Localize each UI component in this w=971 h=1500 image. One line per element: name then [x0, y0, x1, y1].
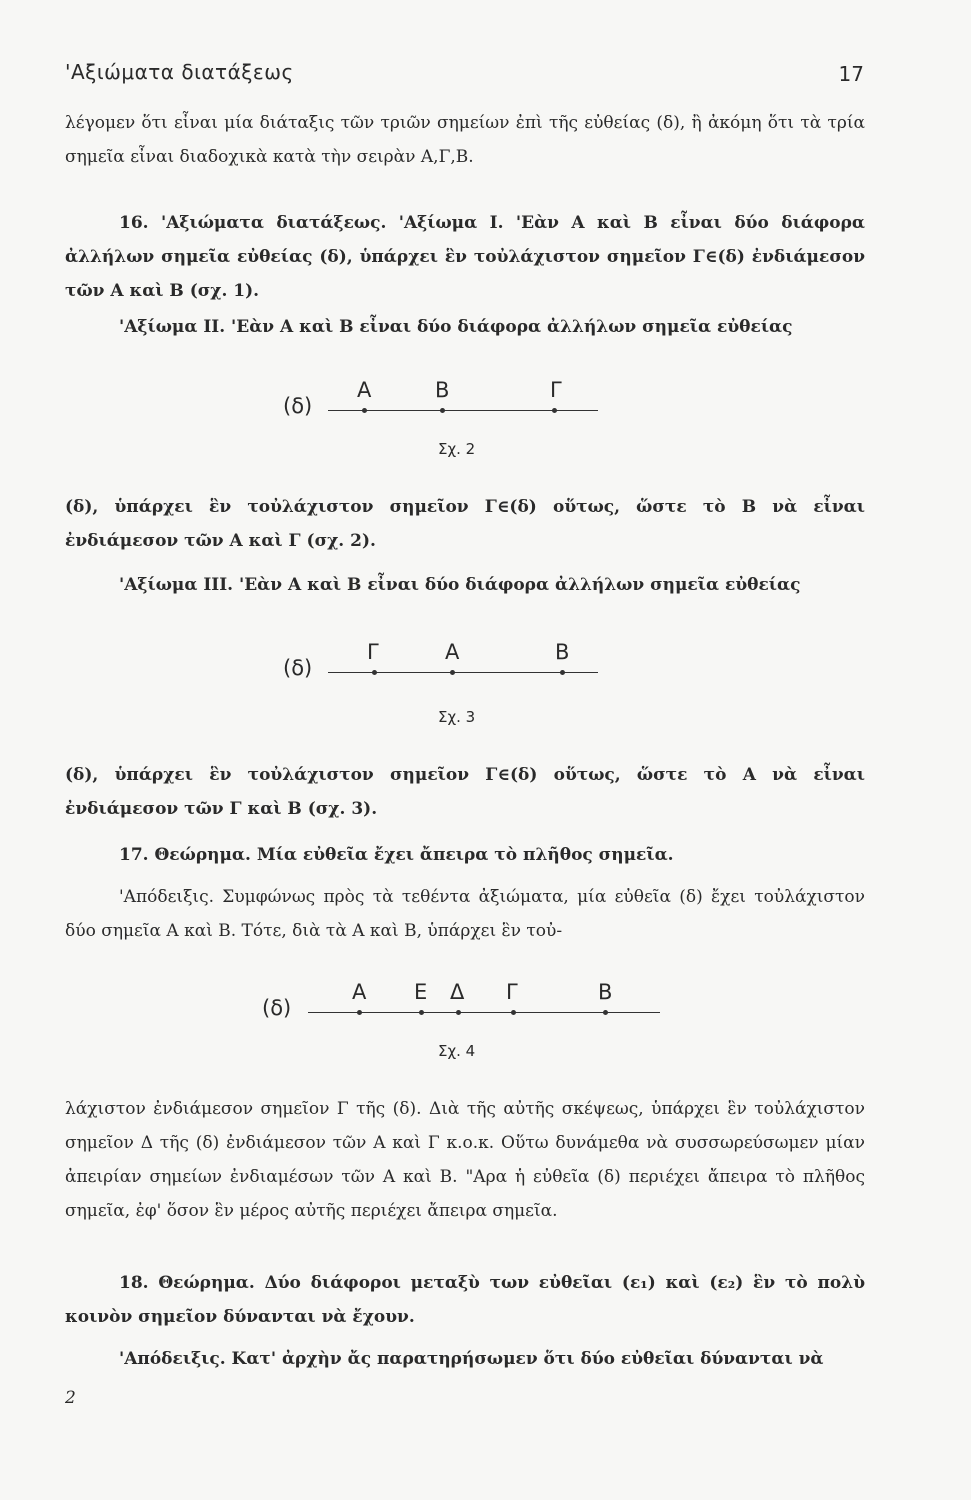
fig4-line-label: (δ): [262, 996, 292, 1020]
fig4-point-e: [419, 1010, 424, 1015]
theorem-18: 18. Θεώρημα. Δύο διάφοροι μεταξὺ των εὐθεῖαι (ε₁) καὶ (ε₂) ἓν τὸ πολὺ κοινὸν σημεῖον δύνανται νὰ ἔχουν.: [65, 1273, 865, 1327]
fig4-point-b: [603, 1010, 608, 1015]
fig3-point-a: [450, 670, 455, 675]
figure-2: [0, 370, 971, 460]
axiom-3-heading: 'Αξίωμα ΙΙΙ. 'Εὰν Α καὶ Β εἶναι δύο διάφορα ἀλλήλων σημεῖα εὐθείας: [119, 575, 801, 595]
fig2-line: [328, 410, 598, 411]
axiom-2-heading: 'Αξίωμα ΙΙ. 'Εὰν Α καὶ Β εἶναι δύο διάφορα ἀλλήλων σημεῖα εὐθείας: [119, 317, 793, 337]
fig3-line-label: (δ): [283, 656, 313, 680]
fig2-line-label: (δ): [283, 394, 313, 418]
proof-17-start: 'Απόδειξις. Συμφώνως πρὸς τὰ τεθέντα ἀξιώματα, μία εὐθεῖα (δ) ἔχει τοὐλάχιστον δύο σημεῖα Α καὶ Β. Τότε, διὰ τὰ Α καὶ Β, ὑπάρχει ἓν τοὐ-: [65, 887, 865, 941]
fig4-point-d: [456, 1010, 461, 1015]
fig4-label-g: Γ: [506, 980, 518, 1004]
axiom-1-paragraph: 16. 'Αξιώματα διατάξεως. 'Αξίωμα Ι. 'Εὰν Α καὶ Β εἶναι δύο διάφορα ἀλλήλων σημεῖα εὐθείας (δ), ὑπάρχει ἓν τοὐλάχιστον σημεῖον Γ∈(δ) ἐνδιάμεσον τῶν Α καὶ Β (σχ. 1).: [65, 213, 865, 301]
figure-4: [0, 970, 971, 1060]
fig4-point-g: [511, 1010, 516, 1015]
fig2-point-g: [552, 408, 557, 413]
proof-18-start: 'Απόδειξις. Κατ' ἀρχὴν ἄς παρατηρήσωμεν ὅτι δύο εὐθεῖαι δύνανται νὰ: [119, 1349, 824, 1369]
fig2-label-g: Γ: [550, 378, 562, 402]
fig3-label-b: Β: [555, 640, 570, 664]
axiom-2-paragraph: (δ), ὑπάρχει ἓν τοὐλάχιστον σημεῖον Γ∈(δ) οὕτως, ὥστε τὸ Β νὰ εἶναι ἐνδιάμεσον τῶν Α καὶ Γ (σχ. 2).: [65, 497, 865, 551]
axiom-3-paragraph: (δ), ὑπάρχει ἓν τοὐλάχιστον σημεῖον Γ∈(δ) οὕτως, ὥστε τὸ Α νὰ εἶναι ἐνδιάμεσον τῶν Γ καὶ Β (σχ. 3).: [65, 765, 865, 819]
figure-3: [0, 632, 971, 726]
fig4-label-b: Β: [598, 980, 613, 1004]
running-header-title: 'Αξιώματα διατάξεως: [65, 60, 294, 84]
fig3-label-g: Γ: [367, 640, 379, 664]
fig3-line: [328, 672, 598, 673]
paragraph-intro: λέγομεν ὅτι εἶναι μία διάταξις τῶν τριῶν σημείων ἐπὶ τῆς εὐθείας (δ), ἢ ἀκόμη ὅτι τὰ τρία σημεῖα εἶναι διαδοχικὰ κατὰ τὴν σειρὰν Α,Γ,Β.: [65, 113, 865, 167]
fig2-point-a: [362, 408, 367, 413]
fig3-point-b: [560, 670, 565, 675]
fig4-label-e: Ε: [414, 980, 428, 1004]
fig4-caption: Σχ. 4: [438, 1042, 476, 1060]
footer-signature-mark: 2: [65, 1388, 76, 1408]
fig3-label-a: Α: [445, 640, 460, 664]
fig4-label-a: Α: [352, 980, 367, 1004]
fig2-label-a: Α: [357, 378, 372, 402]
theorem-17: 17. Θεώρημα. Μία εὐθεῖα ἔχει ἄπειρα τὸ πλῆθος σημεῖα.: [119, 845, 674, 865]
fig4-label-d: Δ: [450, 980, 465, 1004]
fig3-caption: Σχ. 3: [438, 708, 476, 726]
fig2-point-b: [440, 408, 445, 413]
fig4-point-a: [357, 1010, 362, 1015]
fig2-caption: Σχ. 2: [438, 440, 476, 458]
page-number: 17: [838, 62, 864, 86]
fig3-point-g: [372, 670, 377, 675]
proof-17-continued: λάχιστον ἐνδιάμεσον σημεῖον Γ τῆς (δ). Διὰ τῆς αὐτῆς σκέψεως, ὑπάρχει ἓν τοὐλάχιστον σημεῖον Δ τῆς (δ) ἐνδιάμεσον τῶν Α καὶ Γ κ.ο.κ. Οὕτω δυνάμεθα νὰ συσσωρεύσωμεν μίαν ἀπειρίαν σημείων ἐνδιαμέσων τῶν Α καὶ Β. "Αρα ἡ εὐθεῖα (δ) περιέχει ἄπειρα τὸ πλῆθος σημεῖα, ἐφ' ὅσον ἓν μέρος αὐτῆς περιέχει ἄπειρα σημεῖα.: [65, 1099, 865, 1221]
fig2-label-b: Β: [435, 378, 450, 402]
